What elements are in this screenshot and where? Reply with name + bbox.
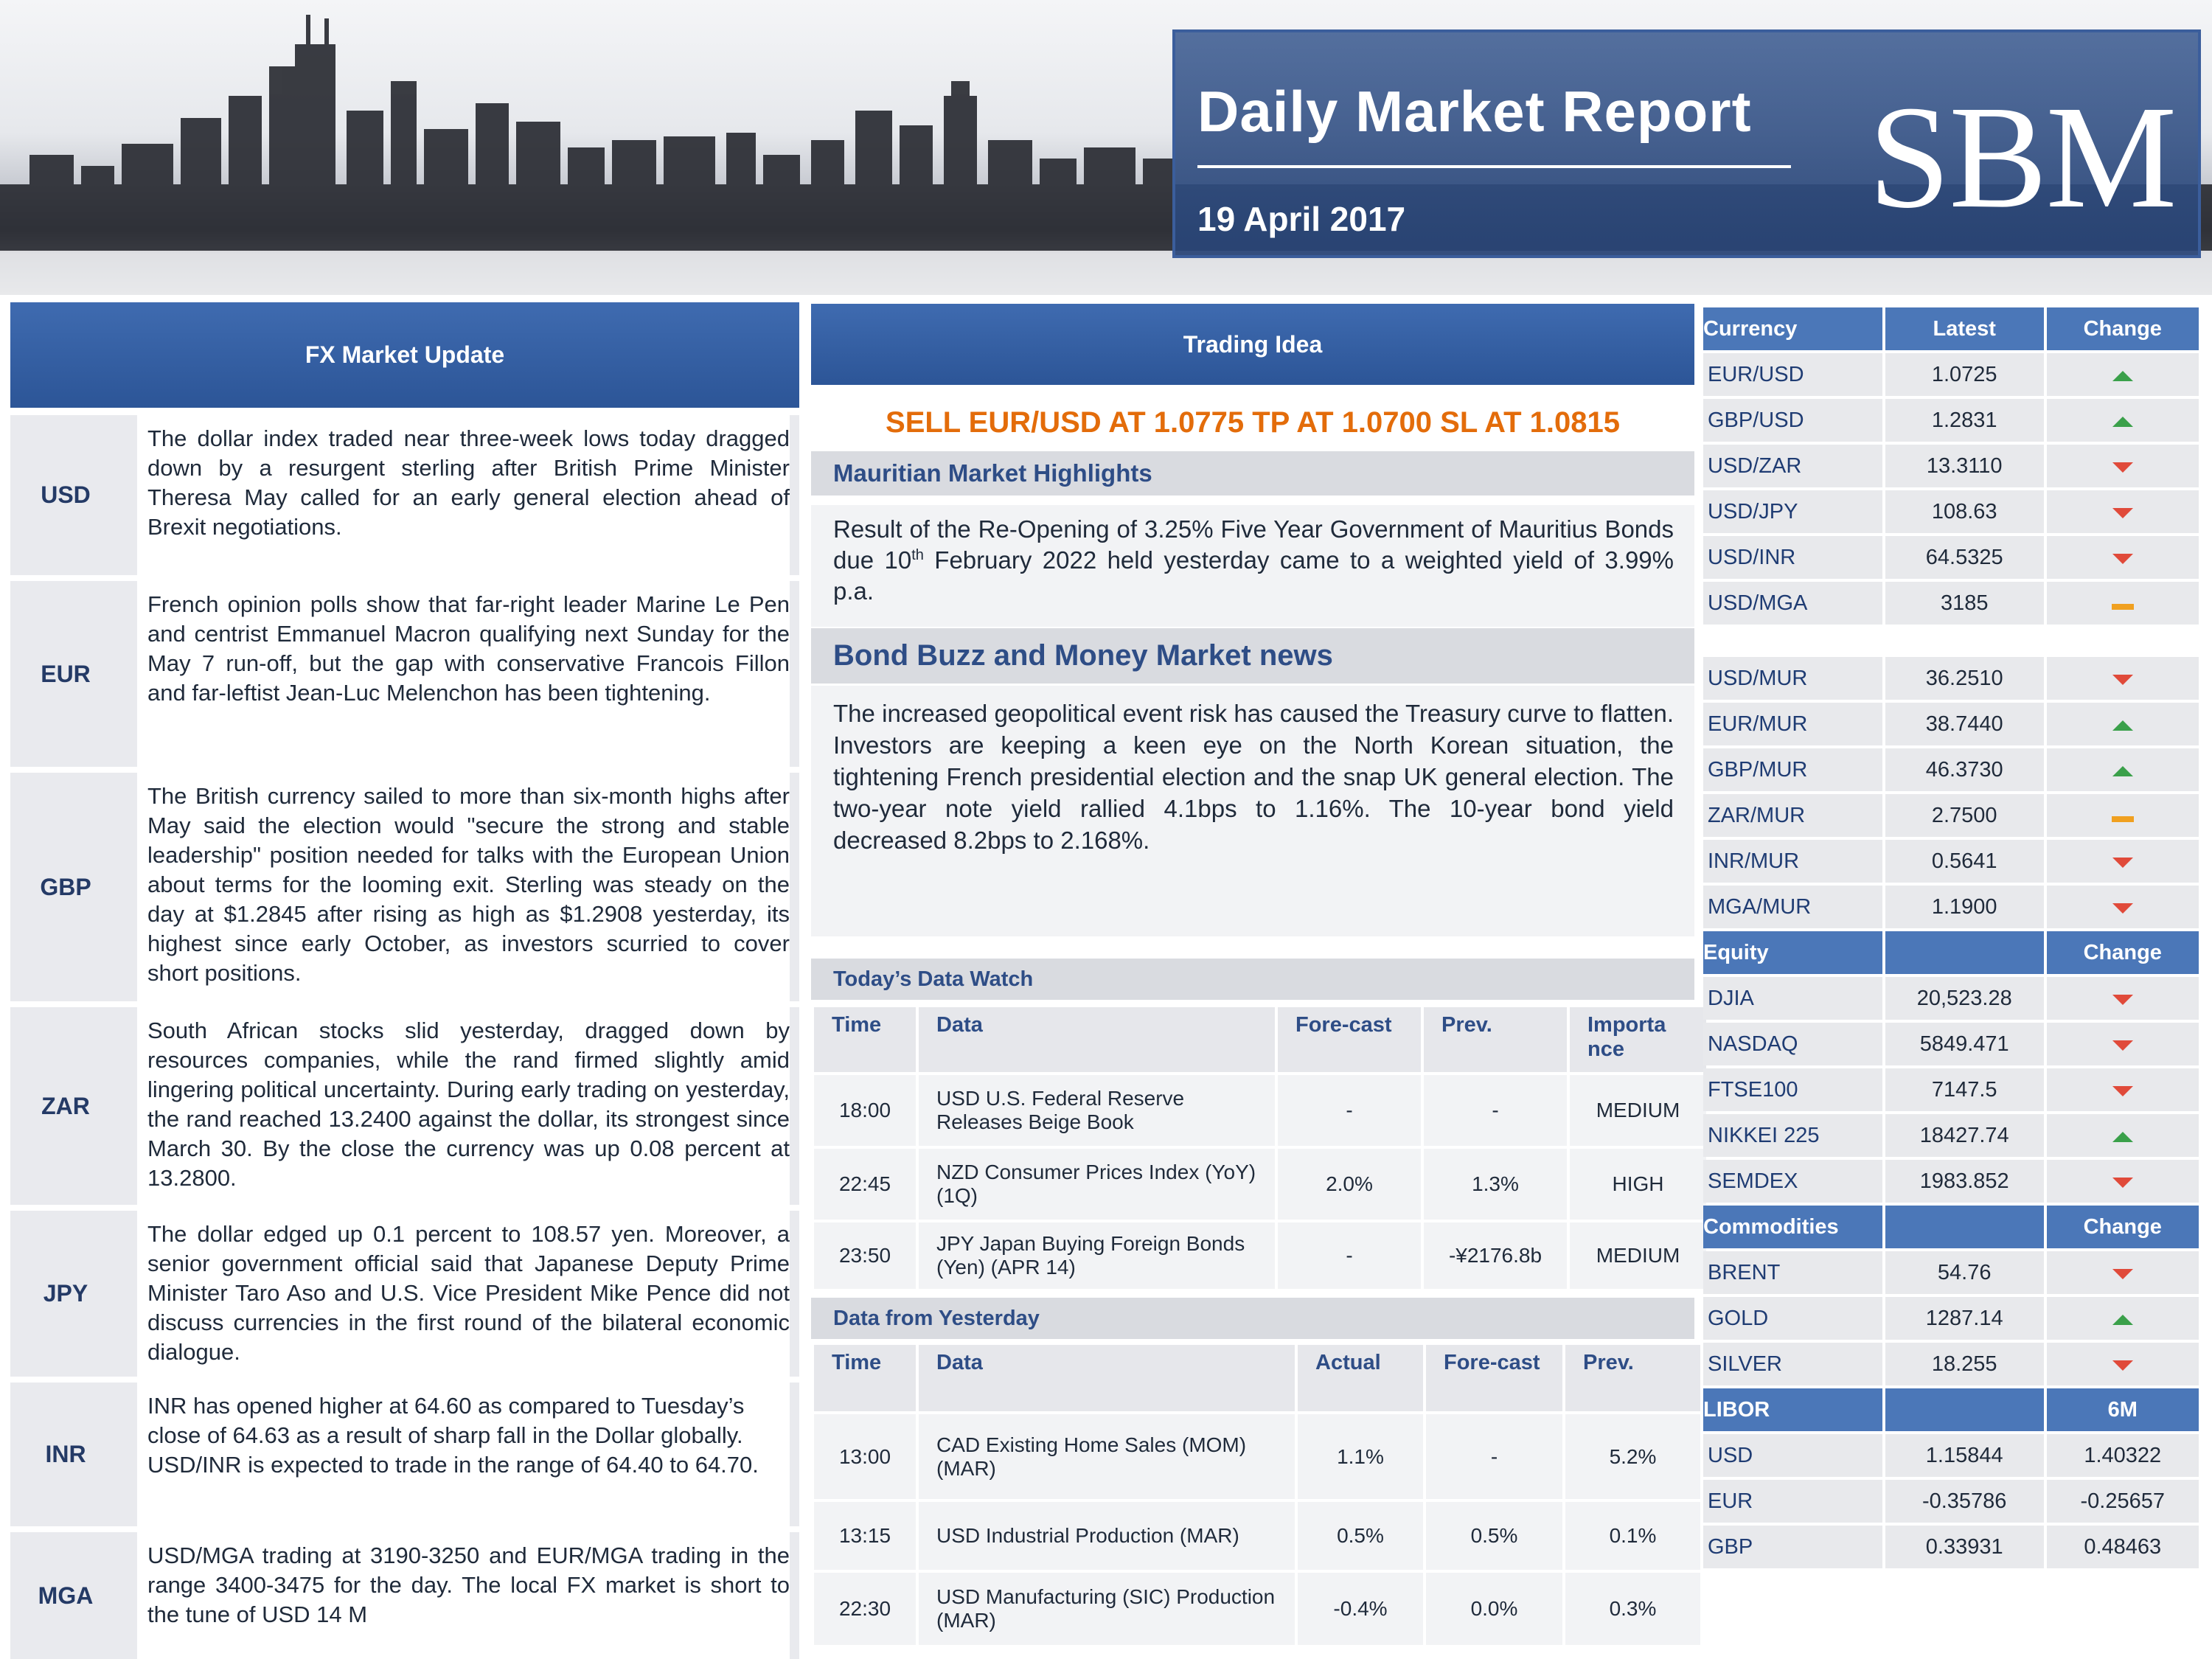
bond-buzz-heading: Bond Buzz and Money Market news (811, 628, 1694, 684)
column-header: LIBOR (1703, 1388, 1882, 1431)
table-header-cell: Data (919, 1007, 1275, 1072)
market-row (1703, 1480, 2199, 1523)
mauritian-highlights-body (811, 505, 1694, 627)
market-row (1703, 840, 2199, 883)
column-header: Currency (1703, 307, 1882, 350)
instrument-name: USD/MUR (1703, 657, 1882, 700)
libor-6m-value: -0.25657 (2047, 1480, 2199, 1523)
fx-commentary: The dollar edged up 0.1 percent to 108.57 yen. Moreover, a senior government official said that Japanese Deputy Prime Minister Taro Aso and U.S. Vice President Mike Pence did not discuss currencies in the first round of the bilateral economic dialogue. (147, 1221, 790, 1365)
instrument-value: 0.33931 (1885, 1526, 2044, 1568)
instrument-name: MGA/MUR (1703, 886, 1882, 928)
instrument-change (2047, 657, 2199, 700)
instrument-name: GOLD (1703, 1297, 1882, 1340)
instrument-change (2047, 353, 2199, 396)
instrument-change (2047, 445, 2199, 487)
fx-row-jpy (10, 1211, 799, 1377)
data-yesterday-heading: Data from Yesterday (811, 1298, 1694, 1339)
report-date: 19 April 2017 (1197, 200, 1406, 238)
fx-currency-label: USD (41, 481, 91, 508)
instrument-name: USD/ZAR (1703, 445, 1882, 487)
instrument-value: 54.76 (1885, 1251, 2044, 1294)
market-row (1703, 1160, 2199, 1203)
libor-6m-value: 0.48463 (2047, 1526, 2199, 1568)
table-header-cell: Importa nce (1570, 1007, 1706, 1072)
down-arrow-icon (2112, 1269, 2133, 1279)
fx-row-zar (10, 1007, 799, 1205)
instrument-change (2047, 399, 2199, 442)
column-header: Change (2047, 1206, 2199, 1248)
instrument-name: ZAR/MUR (1703, 794, 1882, 837)
instrument-change (2047, 1068, 2199, 1111)
instrument-value: 64.5325 (1885, 536, 2044, 579)
down-arrow-icon (2112, 995, 2133, 1005)
table-spacer (1703, 627, 2199, 654)
market-row (1703, 977, 2199, 1020)
instrument-change (2047, 582, 2199, 625)
instrument-change (2047, 748, 2199, 791)
instrument-value: 2.7500 (1885, 794, 2044, 837)
mauritian-highlights-heading: Mauritian Market Highlights (811, 451, 1694, 495)
up-arrow-icon (2112, 417, 2133, 427)
instrument-value: 1.2831 (1885, 399, 2044, 442)
instrument-value: 18.255 (1885, 1343, 2044, 1385)
instrument-name: BRENT (1703, 1251, 1882, 1294)
instrument-name: GBP/USD (1703, 399, 1882, 442)
instrument-change (2047, 794, 2199, 837)
instrument-name: GBP (1703, 1526, 1882, 1568)
instrument-value: 13.3110 (1885, 445, 2044, 487)
instrument-value: 1287.14 (1885, 1297, 2044, 1340)
instrument-value: 38.7440 (1885, 703, 2044, 745)
column-header: Equity (1703, 931, 1882, 974)
instrument-name: EUR/MUR (1703, 703, 1882, 745)
table-header-cell: Time (814, 1007, 916, 1072)
instrument-change (2047, 1023, 2199, 1065)
instrument-name: EUR (1703, 1480, 1882, 1523)
instrument-change (2047, 1297, 2199, 1340)
equity-header-row (1703, 931, 2199, 974)
table-header-cell: Data (919, 1345, 1295, 1411)
down-arrow-icon (2112, 508, 2133, 518)
market-row (1703, 1343, 2199, 1385)
market-row (1703, 657, 2199, 700)
down-arrow-icon (2112, 858, 2133, 868)
up-arrow-icon (2112, 1132, 2133, 1142)
market-row (1703, 1023, 2199, 1065)
mauritian-highlights-text: Result of the Re-Opening of 3.25% Five Year Government of Mauritius Bonds due 10th February 2022 held yesterday came to a weighted yield of 3.99% p.a. (833, 515, 1674, 605)
instrument-change (2047, 490, 2199, 533)
market-row (1703, 582, 2199, 625)
fx-row-usd (10, 415, 799, 575)
flat-dash-icon (2112, 604, 2134, 610)
instrument-name: INR/MUR (1703, 840, 1882, 883)
fx-currency-label: JPY (43, 1280, 88, 1307)
instrument-name: EUR/USD (1703, 353, 1882, 396)
instrument-value: 1.15844 (1885, 1434, 2044, 1477)
table-row: 23:50 JPY Japan Buying Foreign Bonds (Yen) (APR 14) - -¥2176.8b MEDIUM (814, 1222, 1706, 1289)
column-header (1885, 931, 2044, 974)
fx-currency-label: GBP (40, 873, 91, 900)
instrument-value: 3185 (1885, 582, 2044, 625)
instrument-name: NASDAQ (1703, 1023, 1882, 1065)
market-row (1703, 1297, 2199, 1340)
fx-commentary: South African stocks slid yesterday, dragged down by resources companies, while the rand firmed slightly amid lingering political uncertainty. During early trading on yesterday, the rand reached 13.2400 against the dollar, its strongest since March 30. By the close the currency was up 0.08 percent at 13.2800. (147, 1018, 790, 1191)
market-row (1703, 748, 2199, 791)
table-header-cell: Prev. (1565, 1345, 1700, 1411)
table-row: 13:15 USD Industrial Production (MAR) 0.5% 0.5% 0.1% (814, 1502, 1700, 1570)
trading-idea-text: SELL EUR/USD AT 1.0775 TP AT 1.0700 SL AT 1.0815 (886, 406, 1620, 439)
fx-row-inr (10, 1382, 799, 1526)
market-row (1703, 1068, 2199, 1111)
instrument-name: USD/MGA (1703, 582, 1882, 625)
market-row (1703, 886, 2199, 928)
instrument-name: DJIA (1703, 977, 1882, 1020)
header-banner (0, 0, 2212, 295)
report-title: Daily Market Report (1197, 79, 1752, 144)
instrument-name: FTSE100 (1703, 1068, 1882, 1111)
fx-commentary: INR has opened higher at 64.60 as compared to Tuesday’s close of 64.63 as a result of sharp fall in the Dollar globally. USD/INR is expected to trade in the range of 64.40 to 64.70. (147, 1393, 759, 1478)
libor-6m-value: 1.40322 (2047, 1434, 2199, 1477)
instrument-value: 1983.852 (1885, 1160, 2044, 1203)
instrument-value: 18427.74 (1885, 1114, 2044, 1157)
column-header: Latest (1885, 307, 2044, 350)
instrument-name: USD/INR (1703, 536, 1882, 579)
instrument-value: 0.5641 (1885, 840, 2044, 883)
instrument-value: 5849.471 (1885, 1023, 2044, 1065)
column-header: Commodities (1703, 1206, 1882, 1248)
fx-commentary: USD/MGA trading at 3190-3250 and EUR/MGA trading in the range 3400-3475 for the day. The local FX market is short to the tune of USD 14 M (147, 1543, 790, 1627)
table-header-cell: Fore-cast (1278, 1007, 1421, 1072)
down-arrow-icon (2112, 1086, 2133, 1096)
table-row: 13:00 CAD Existing Home Sales (MOM) (MAR) 1.1% - 5.2% (814, 1414, 1700, 1499)
up-arrow-icon (2112, 1315, 2133, 1325)
instrument-change (2047, 977, 2199, 1020)
fx-commentary: French opinion polls show that far-right leader Marine Le Pen and centrist Emmanuel Macron qualifying next Sunday for the May 7 run-off, but the gap with conservative Francois Fillon and far-leftist Jean-Luc Melenchon has been tightening. (147, 591, 790, 706)
column-header: Change (2047, 307, 2199, 350)
instrument-value: 1.1900 (1885, 886, 2044, 928)
market-row (1703, 1434, 2199, 1477)
title-divider (1197, 165, 1791, 168)
market-row (1703, 353, 2199, 396)
report-title-box (1172, 29, 2201, 258)
instrument-change (2047, 1114, 2199, 1157)
down-arrow-icon (2112, 1178, 2133, 1188)
instrument-name: SEMDEX (1703, 1160, 1882, 1203)
instrument-change (2047, 1160, 2199, 1203)
market-row (1703, 490, 2199, 533)
market-row (1703, 794, 2199, 837)
instrument-value: 46.3730 (1885, 748, 2044, 791)
table-header-cell: Prev. (1424, 1007, 1567, 1072)
fx-market-update-heading: FX Market Update (10, 302, 799, 408)
market-row (1703, 399, 2199, 442)
fx-commentary: The dollar index traded near three-week lows today dragged down by a resurgent sterling after British Prime Minister Theresa May called for an early general election ahead of Brexit negotiations. (147, 425, 790, 540)
instrument-name: GBP/MUR (1703, 748, 1882, 791)
fx-row-mga (10, 1532, 799, 1659)
table-header-cell: Fore-cast (1426, 1345, 1562, 1411)
down-arrow-icon (2112, 1360, 2133, 1371)
fx-currency-label: INR (45, 1441, 86, 1467)
fx-currency-label: MGA (38, 1582, 94, 1609)
instrument-value: 20,523.28 (1885, 977, 2044, 1020)
column-header (1885, 1388, 2044, 1431)
instrument-value: 36.2510 (1885, 657, 2044, 700)
down-arrow-icon (2112, 462, 2133, 473)
data-yesterday-table (811, 1342, 1703, 1648)
fx-currency-label: ZAR (41, 1092, 90, 1119)
commodities-header-row (1703, 1206, 2199, 1248)
market-row (1703, 1526, 2199, 1568)
down-arrow-icon (2112, 554, 2133, 564)
fx-row-eur (10, 581, 799, 767)
instrument-value: 7147.5 (1885, 1068, 2044, 1111)
flat-dash-icon (2112, 816, 2134, 822)
up-arrow-icon (2112, 766, 2133, 776)
down-arrow-icon (2112, 675, 2133, 685)
fx-row-gbp (10, 773, 799, 1001)
instrument-change (2047, 1251, 2199, 1294)
column-header (1885, 1206, 2044, 1248)
column-header: Change (2047, 931, 2199, 974)
data-watch-table (811, 1004, 1709, 1292)
instrument-value: -0.35786 (1885, 1480, 2044, 1523)
instrument-name: SILVER (1703, 1343, 1882, 1385)
instrument-change (2047, 886, 2199, 928)
table-header-cell: Actual (1298, 1345, 1423, 1411)
market-row (1703, 536, 2199, 579)
table-row: 18:00 USD U.S. Federal Reserve Releases Beige Book - - MEDIUM (814, 1075, 1706, 1146)
down-arrow-icon (2112, 903, 2133, 914)
instrument-change (2047, 840, 2199, 883)
table-row: 22:45 NZD Consumer Prices Index (YoY) (1Q) 2.0% 1.3% HIGH (814, 1149, 1706, 1220)
instrument-name: USD/JPY (1703, 490, 1882, 533)
table-row: 22:30 USD Manufacturing (SIC) Production (MAR) -0.4% 0.0% 0.3% (814, 1573, 1700, 1645)
market-row (1703, 703, 2199, 745)
currency-header-row (1703, 307, 2199, 350)
instrument-value: 1.0725 (1885, 353, 2044, 396)
instrument-name: NIKKEI 225 (1703, 1114, 1882, 1157)
data-watch-heading: Today’s Data Watch (811, 959, 1694, 1000)
table-header-cell: Time (814, 1345, 916, 1411)
column-header: 6M (2047, 1388, 2199, 1431)
down-arrow-icon (2112, 1040, 2133, 1051)
up-arrow-icon (2112, 371, 2133, 381)
up-arrow-icon (2112, 720, 2133, 731)
fx-commentary: The British currency sailed to more than six-month highs after May said the election would "secure the strong and stable leadership" position needed for talks with the European Union about terms for the looming exit. Sterling was steady on the day at $1.2845 after rising as high as $1.2908 yesterday, its highest since early October, as investors scurried to cover short positions. (147, 783, 790, 986)
market-row (1703, 1114, 2199, 1157)
libor-header-row (1703, 1388, 2199, 1431)
trading-idea-heading: Trading Idea (811, 304, 1694, 385)
bond-buzz-text: The increased geopolitical event risk has caused the Treasury curve to flatten. Investors are keeping a keen eye on the North Korean situation, the tightening French presidential election and the snap UK general election. The two-year note yield rallied 4.1bps to 1.16%. The 10-year bond yield decreased 8.2bps to 2.168%. (833, 700, 1674, 854)
instrument-value: 108.63 (1885, 490, 2044, 533)
instrument-change (2047, 536, 2199, 579)
market-row (1703, 445, 2199, 487)
bond-buzz-body (811, 686, 1694, 936)
sbm-logo: SBM (1868, 76, 2176, 239)
instrument-change (2047, 1343, 2199, 1385)
instrument-name: USD (1703, 1434, 1882, 1477)
instrument-change (2047, 703, 2199, 745)
market-row (1703, 1251, 2199, 1294)
market-table (1700, 305, 2202, 1571)
fx-currency-label: EUR (41, 660, 91, 687)
